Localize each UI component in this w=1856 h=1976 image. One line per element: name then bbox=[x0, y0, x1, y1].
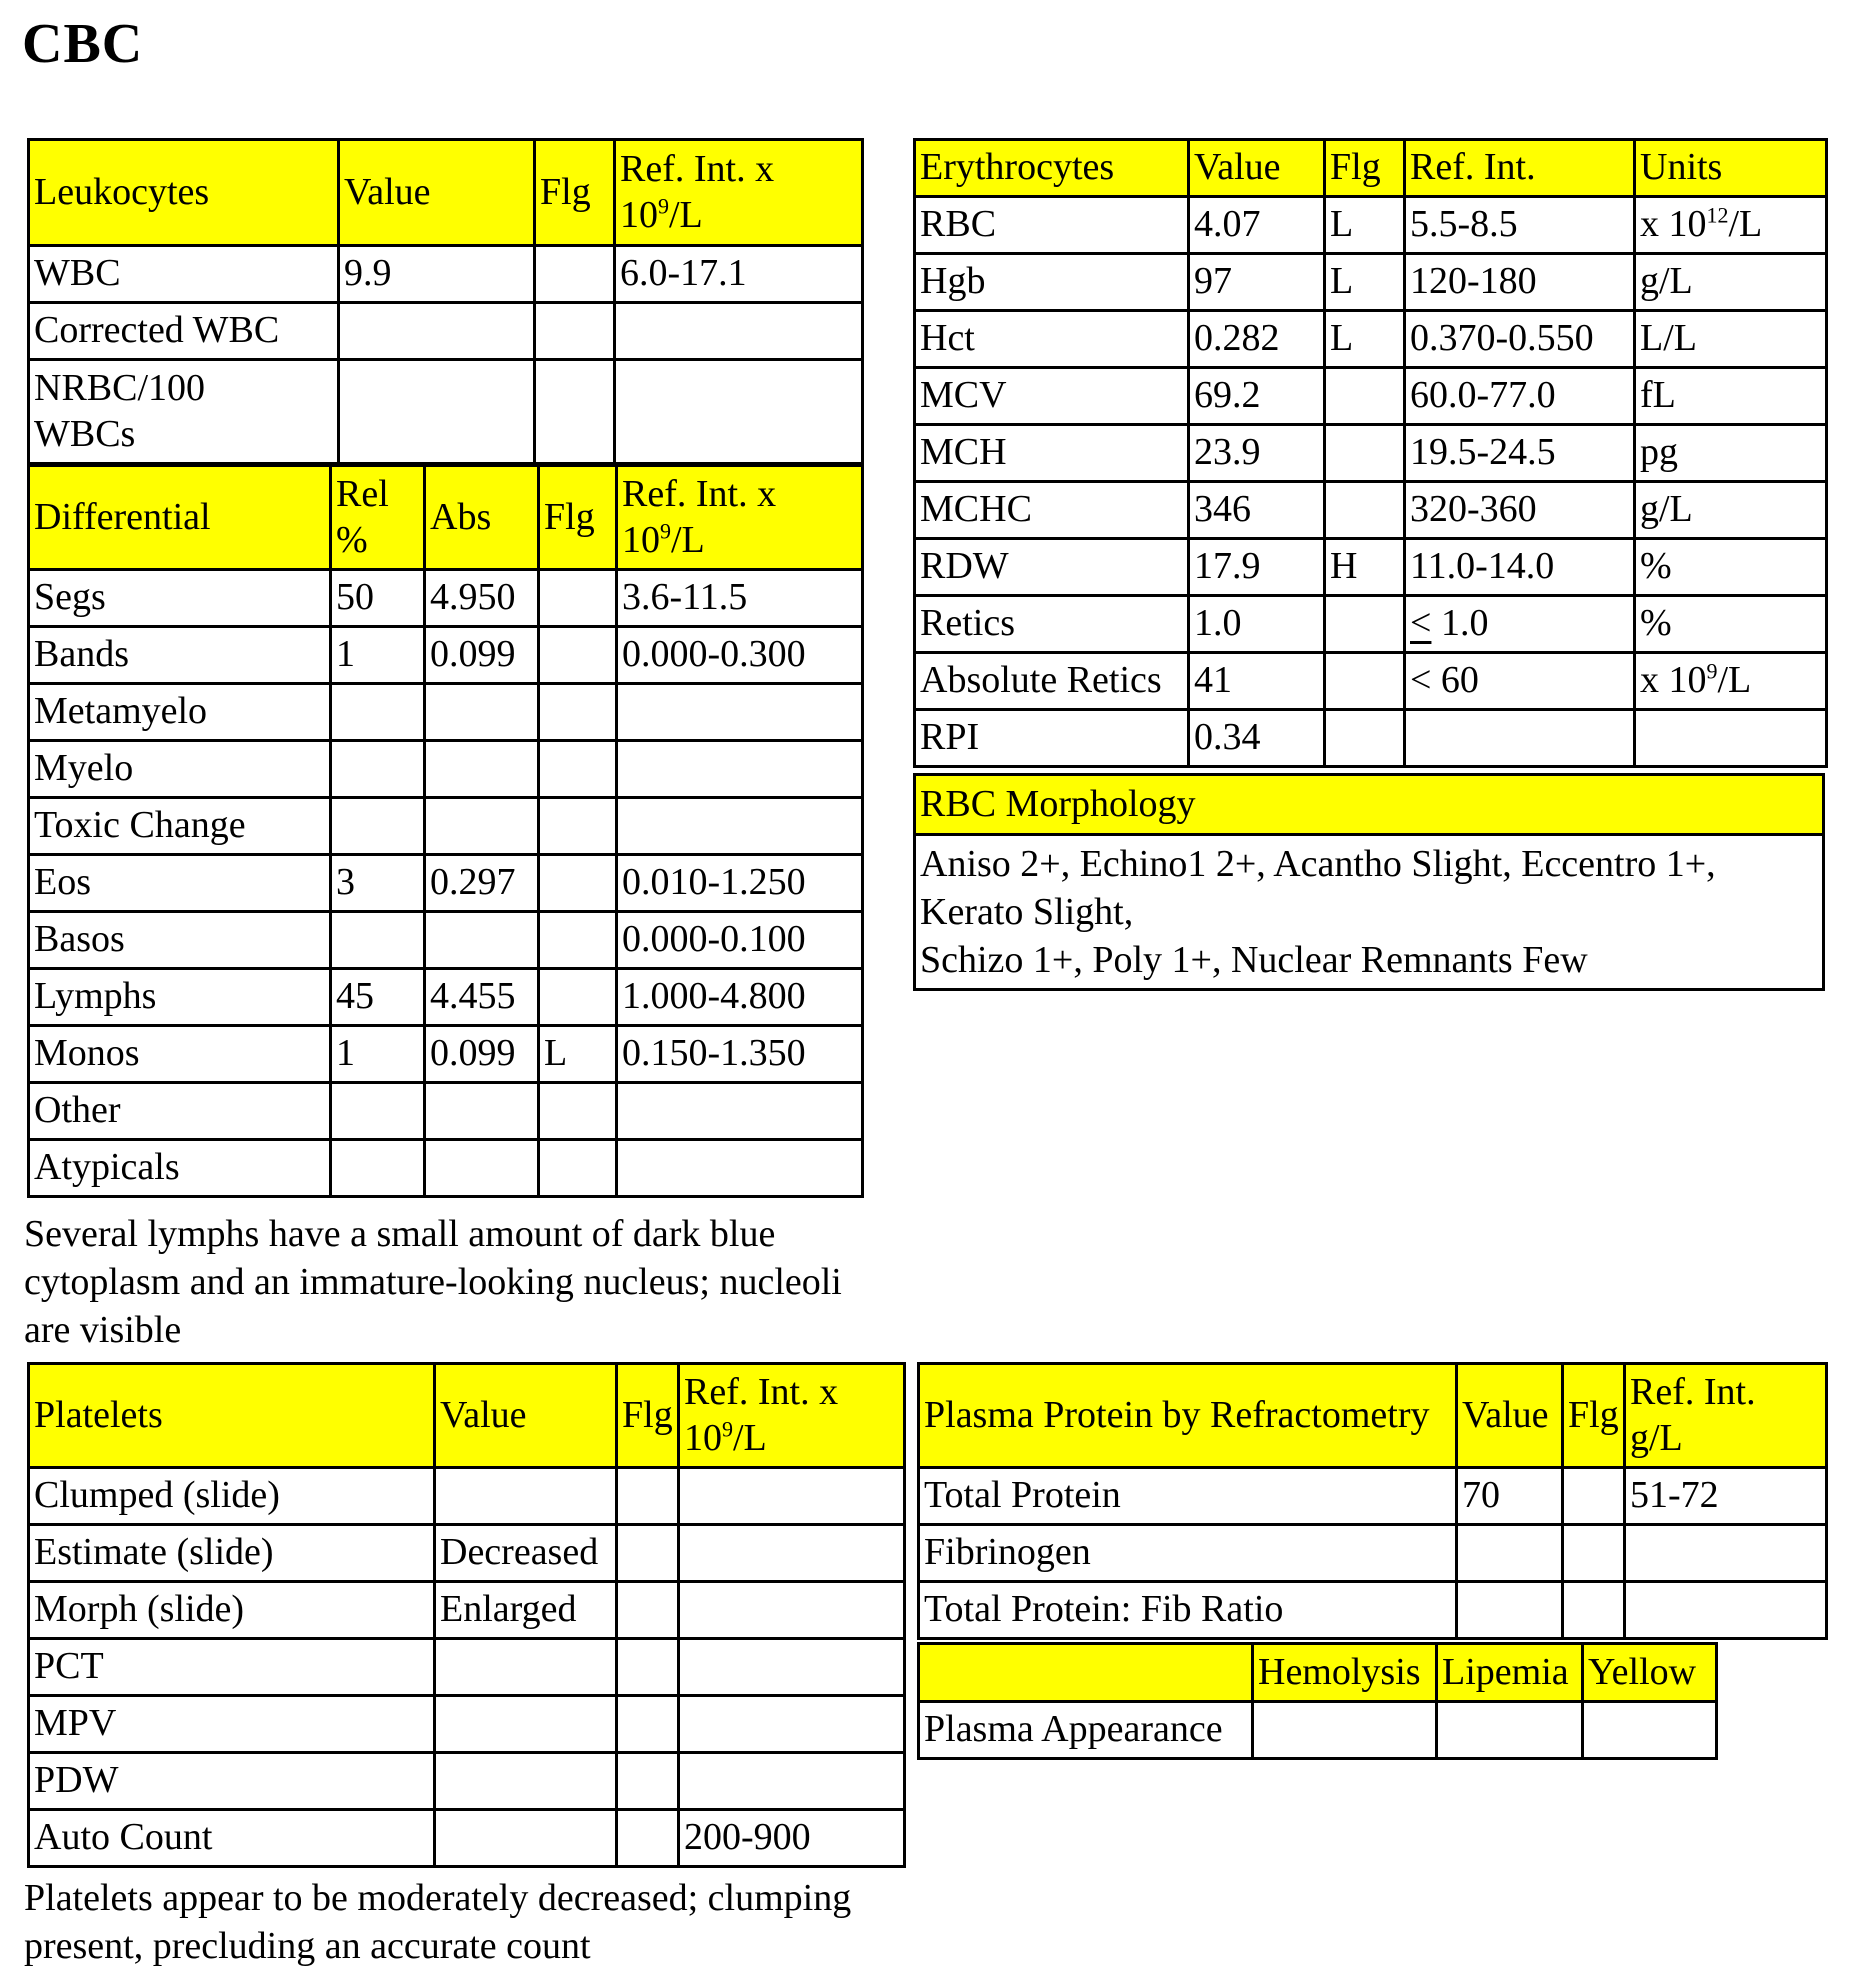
row-name: MCHC bbox=[915, 482, 1189, 539]
unit-exponent: 9 bbox=[1706, 658, 1718, 684]
flag-header: Flg bbox=[1325, 140, 1405, 197]
unit-text: % bbox=[1640, 602, 1672, 645]
row-ref bbox=[615, 303, 863, 360]
platelets-header-row bbox=[29, 1364, 905, 1468]
row-value bbox=[435, 1810, 617, 1867]
row-name: Segs bbox=[29, 570, 331, 627]
hemolysis-value bbox=[1253, 1702, 1437, 1759]
value-header: Value bbox=[1189, 140, 1325, 197]
row-flag bbox=[539, 684, 617, 741]
erythrocytes-header: Erythrocytes bbox=[915, 140, 1189, 197]
table-row bbox=[29, 1810, 905, 1867]
row-flag bbox=[1563, 1468, 1625, 1525]
ref-text: 120-180 bbox=[1410, 260, 1537, 303]
row-flag bbox=[535, 246, 615, 303]
row-flag bbox=[535, 360, 615, 464]
row-ref bbox=[679, 1468, 905, 1525]
row-flag: H bbox=[1325, 539, 1405, 596]
row-ref bbox=[679, 1753, 905, 1810]
table-row bbox=[29, 684, 863, 741]
unit-text: % bbox=[1640, 545, 1672, 588]
row-name: Morph (slide) bbox=[29, 1582, 435, 1639]
leukocytes-header: Leukocytes bbox=[29, 140, 339, 246]
row-value: 0.34 bbox=[1189, 710, 1325, 767]
rbc-morphology-header: RBC Morphology bbox=[915, 775, 1824, 835]
row-ref bbox=[617, 741, 863, 798]
table-row bbox=[915, 368, 1827, 425]
row-ref bbox=[1625, 1525, 1827, 1582]
row-unit bbox=[1635, 710, 1827, 767]
plasma-appearance-header-row bbox=[919, 1644, 1717, 1702]
table-row bbox=[29, 570, 863, 627]
ref-text: 1.0 bbox=[1431, 602, 1489, 645]
abs-header: Abs bbox=[425, 466, 539, 570]
row-ref bbox=[615, 360, 863, 464]
plasma-protein-header-row bbox=[919, 1364, 1827, 1468]
row-name: WBC bbox=[29, 246, 339, 303]
table-row bbox=[29, 246, 863, 303]
row-flag bbox=[1325, 482, 1405, 539]
row-abs: 4.455 bbox=[425, 969, 539, 1026]
table-row bbox=[29, 912, 863, 969]
row-abs bbox=[425, 912, 539, 969]
rbc-morphology-text: Aniso 2+, Echino1 2+, Acantho Slight, Eccentro 1+, Kerato Slight, Schizo 1+, Poly 1+, Nuclear Remnants Few bbox=[915, 835, 1824, 990]
row-name: Clumped (slide) bbox=[29, 1468, 435, 1525]
row-ref: 200-900 bbox=[679, 1810, 905, 1867]
row-name: Other bbox=[29, 1083, 331, 1140]
row-ref bbox=[679, 1525, 905, 1582]
ref-text: 5.5-8.5 bbox=[1410, 203, 1518, 246]
lipemia-value bbox=[1437, 1702, 1583, 1759]
value-header: Value bbox=[435, 1364, 617, 1468]
row-flag bbox=[539, 798, 617, 855]
row-name: RBC bbox=[915, 197, 1189, 254]
platelets-table bbox=[27, 1362, 906, 1868]
row-flag bbox=[1563, 1582, 1625, 1639]
table-row bbox=[29, 360, 863, 464]
leukocytes-header-row bbox=[29, 140, 863, 246]
row-unit bbox=[1635, 482, 1827, 539]
value-header: Value bbox=[339, 140, 535, 246]
row-ref bbox=[617, 684, 863, 741]
row-value: 69.2 bbox=[1189, 368, 1325, 425]
row-ref: 0.010-1.250 bbox=[617, 855, 863, 912]
lipemia-header: Lipemia bbox=[1437, 1644, 1583, 1702]
row-ref: 1.000-4.800 bbox=[617, 969, 863, 1026]
row-name: Atypicals bbox=[29, 1140, 331, 1197]
row-name: Estimate (slide) bbox=[29, 1525, 435, 1582]
table-row bbox=[915, 311, 1827, 368]
row-flag bbox=[539, 855, 617, 912]
rbc-morphology-row bbox=[915, 835, 1824, 990]
unit-text: g/L bbox=[1640, 260, 1693, 303]
row-flag bbox=[617, 1639, 679, 1696]
differential-header-row bbox=[29, 466, 863, 570]
table-row bbox=[29, 741, 863, 798]
table-row bbox=[29, 1468, 905, 1525]
row-flag: L bbox=[1325, 311, 1405, 368]
row-ref bbox=[679, 1582, 905, 1639]
row-flag bbox=[539, 1140, 617, 1197]
row-value bbox=[435, 1696, 617, 1753]
row-name: Absolute Retics bbox=[915, 653, 1189, 710]
row-flag: L bbox=[1325, 197, 1405, 254]
row-name: PCT bbox=[29, 1639, 435, 1696]
row-ref: 0.150-1.350 bbox=[617, 1026, 863, 1083]
table-row bbox=[29, 627, 863, 684]
row-ref bbox=[1625, 1582, 1827, 1639]
row-rel: 1 bbox=[331, 627, 425, 684]
unit-text: x 10 bbox=[1640, 203, 1707, 246]
row-flag bbox=[535, 303, 615, 360]
row-value bbox=[435, 1468, 617, 1525]
row-ref: 6.0-17.1 bbox=[615, 246, 863, 303]
erythrocytes-table bbox=[913, 138, 1828, 768]
row-name: Basos bbox=[29, 912, 331, 969]
row-name: Myelo bbox=[29, 741, 331, 798]
table-row bbox=[29, 1140, 863, 1197]
row-flag bbox=[539, 969, 617, 1026]
row-name: Auto Count bbox=[29, 1810, 435, 1867]
units-header: Units bbox=[1635, 140, 1827, 197]
table-row bbox=[29, 303, 863, 360]
row-ref: 51-72 bbox=[1625, 1468, 1827, 1525]
row-flag bbox=[617, 1582, 679, 1639]
row-flag bbox=[1563, 1525, 1625, 1582]
row-ref bbox=[617, 1083, 863, 1140]
table-row bbox=[29, 1525, 905, 1582]
plasma-protein-table bbox=[917, 1362, 1828, 1640]
unit-text: fL bbox=[1640, 374, 1676, 417]
differential-table bbox=[27, 464, 864, 1198]
row-value: 23.9 bbox=[1189, 425, 1325, 482]
row-abs bbox=[425, 741, 539, 798]
rbc-morphology-header-row bbox=[915, 775, 1824, 835]
row-flag bbox=[617, 1696, 679, 1753]
row-ref bbox=[1405, 197, 1635, 254]
row-ref bbox=[679, 1696, 905, 1753]
row-name: Total Protein: Fib Ratio bbox=[919, 1582, 1457, 1639]
table-row bbox=[29, 798, 863, 855]
row-unit bbox=[1635, 653, 1827, 710]
row-name: Toxic Change bbox=[29, 798, 331, 855]
row-rel: 3 bbox=[331, 855, 425, 912]
row-name: Hct bbox=[915, 311, 1189, 368]
row-flag: L bbox=[539, 1026, 617, 1083]
ref-text: 19.5-24.5 bbox=[1410, 431, 1556, 474]
leukocytes-table bbox=[27, 138, 864, 465]
row-ref bbox=[1405, 311, 1635, 368]
row-ref bbox=[1405, 482, 1635, 539]
row-name: Fibrinogen bbox=[919, 1525, 1457, 1582]
row-rel bbox=[331, 1083, 425, 1140]
row-unit bbox=[1635, 197, 1827, 254]
row-flag bbox=[1325, 425, 1405, 482]
row-name: Total Protein bbox=[919, 1468, 1457, 1525]
row-abs bbox=[425, 1140, 539, 1197]
row-abs: 0.099 bbox=[425, 1026, 539, 1083]
plasma-appearance-row bbox=[919, 1702, 1717, 1759]
unit-suffix: /L bbox=[1728, 203, 1763, 246]
unit-text: x 10 bbox=[1640, 659, 1707, 702]
row-ref bbox=[1405, 710, 1635, 767]
row-name: RPI bbox=[915, 710, 1189, 767]
row-ref bbox=[1405, 425, 1635, 482]
row-flag bbox=[1325, 653, 1405, 710]
rbc-morphology-table bbox=[913, 773, 1825, 991]
table-row bbox=[915, 710, 1827, 767]
row-abs: 4.950 bbox=[425, 570, 539, 627]
row-name: Monos bbox=[29, 1026, 331, 1083]
table-row bbox=[29, 1083, 863, 1140]
table-row bbox=[915, 425, 1827, 482]
plasma-protein-header: Plasma Protein by Refractometry bbox=[919, 1364, 1457, 1468]
row-name: Metamyelo bbox=[29, 684, 331, 741]
unit-suffix: /L bbox=[1717, 659, 1752, 702]
table-row bbox=[29, 969, 863, 1026]
value-header: Value bbox=[1457, 1364, 1563, 1468]
unit-text: pg bbox=[1640, 431, 1678, 474]
row-value bbox=[1457, 1582, 1563, 1639]
row-flag: L bbox=[1325, 254, 1405, 311]
row-value: 41 bbox=[1189, 653, 1325, 710]
row-rel: 1 bbox=[331, 1026, 425, 1083]
platelets-header: Platelets bbox=[29, 1364, 435, 1468]
row-abs: 0.099 bbox=[425, 627, 539, 684]
row-value: 4.07 bbox=[1189, 197, 1325, 254]
row-ref bbox=[617, 798, 863, 855]
flag-header: Flg bbox=[535, 140, 615, 246]
row-name: PDW bbox=[29, 1753, 435, 1810]
row-name: NRBC/100 WBCs bbox=[29, 360, 339, 464]
row-value: 9.9 bbox=[339, 246, 535, 303]
table-row bbox=[29, 1582, 905, 1639]
table-row bbox=[919, 1525, 1827, 1582]
plasma-appearance-table bbox=[917, 1642, 1718, 1760]
row-unit bbox=[1635, 425, 1827, 482]
row-flag bbox=[617, 1810, 679, 1867]
row-name: Eos bbox=[29, 855, 331, 912]
row-name: Retics bbox=[915, 596, 1189, 653]
flag-header: Flg bbox=[617, 1364, 679, 1468]
table-row bbox=[915, 482, 1827, 539]
row-unit bbox=[1635, 368, 1827, 425]
page-title: CBC bbox=[22, 13, 144, 75]
row-value bbox=[435, 1753, 617, 1810]
table-row bbox=[919, 1582, 1827, 1639]
differential-header: Differential bbox=[29, 466, 331, 570]
ref-text: 11.0-14.0 bbox=[1410, 545, 1555, 588]
platelets-note: Platelets appear to be moderately decreased; clumping present, precluding an accurate count bbox=[24, 1877, 852, 1967]
row-value: Decreased bbox=[435, 1525, 617, 1582]
ref-text: 320-360 bbox=[1410, 488, 1537, 531]
row-abs bbox=[425, 1083, 539, 1140]
row-value: 70 bbox=[1457, 1468, 1563, 1525]
row-name: MPV bbox=[29, 1696, 435, 1753]
row-abs bbox=[425, 684, 539, 741]
row-rel: 45 bbox=[331, 969, 425, 1026]
ref-text: 0.370-0.550 bbox=[1410, 317, 1594, 360]
table-row bbox=[915, 653, 1827, 710]
yellow-value bbox=[1583, 1702, 1717, 1759]
row-flag bbox=[617, 1468, 679, 1525]
erythrocytes-header-row bbox=[915, 140, 1827, 197]
flag-header: Flg bbox=[1563, 1364, 1625, 1468]
row-flag bbox=[539, 570, 617, 627]
ref-text: 60.0-77.0 bbox=[1410, 374, 1556, 417]
row-ref bbox=[1405, 653, 1635, 710]
row-flag bbox=[1325, 368, 1405, 425]
unit-text: g/L bbox=[1640, 488, 1693, 531]
row-name: MCH bbox=[915, 425, 1189, 482]
row-flag bbox=[539, 741, 617, 798]
row-ref: 3.6-11.5 bbox=[617, 570, 863, 627]
row-flag bbox=[1325, 596, 1405, 653]
row-unit bbox=[1635, 254, 1827, 311]
row-rel: 50 bbox=[331, 570, 425, 627]
row-ref bbox=[679, 1639, 905, 1696]
row-rel bbox=[331, 741, 425, 798]
table-row bbox=[29, 1696, 905, 1753]
row-ref bbox=[1405, 368, 1635, 425]
row-value bbox=[435, 1639, 617, 1696]
row-name: Lymphs bbox=[29, 969, 331, 1026]
unit-text: L/L bbox=[1640, 317, 1697, 360]
row-value: Enlarged bbox=[435, 1582, 617, 1639]
table-row bbox=[29, 1026, 863, 1083]
differential-note: Several lymphs have a small amount of dark blue cytoplasm and an immature-looking nucleus; nucleoli are visible bbox=[24, 1213, 842, 1351]
row-ref bbox=[1405, 539, 1635, 596]
row-rel bbox=[331, 798, 425, 855]
row-value bbox=[1457, 1525, 1563, 1582]
row-ref bbox=[1405, 596, 1635, 653]
row-unit bbox=[1635, 596, 1827, 653]
row-name: MCV bbox=[915, 368, 1189, 425]
ref-header: Ref. Int. x $10^9/L$ bbox=[679, 1364, 905, 1468]
row-flag bbox=[1325, 710, 1405, 767]
row-rel bbox=[331, 1140, 425, 1197]
table-row bbox=[29, 1639, 905, 1696]
row-ref bbox=[1405, 254, 1635, 311]
rel-percent-header: Rel % bbox=[331, 466, 425, 570]
row-unit bbox=[1635, 539, 1827, 596]
ref-header: Ref. Int. x $10^9/L$ bbox=[617, 466, 863, 570]
table-row bbox=[919, 1468, 1827, 1525]
flag-header: Flg bbox=[539, 466, 617, 570]
row-value: 17.9 bbox=[1189, 539, 1325, 596]
row-value: 1.0 bbox=[1189, 596, 1325, 653]
row-value bbox=[339, 360, 535, 464]
row-rel bbox=[331, 912, 425, 969]
table-row bbox=[915, 254, 1827, 311]
yellow-header: Yellow bbox=[1583, 1644, 1717, 1702]
table-row bbox=[915, 197, 1827, 254]
row-ref bbox=[617, 1140, 863, 1197]
row-ref: 0.000-0.100 bbox=[617, 912, 863, 969]
table-row bbox=[915, 539, 1827, 596]
row-abs: 0.297 bbox=[425, 855, 539, 912]
row-name: Corrected WBC bbox=[29, 303, 339, 360]
ref-text: < 60 bbox=[1410, 659, 1479, 702]
row-value: 0.282 bbox=[1189, 311, 1325, 368]
row-name: Hgb bbox=[915, 254, 1189, 311]
row-flag bbox=[539, 627, 617, 684]
row-value: 346 bbox=[1189, 482, 1325, 539]
table-row bbox=[29, 855, 863, 912]
row-rel bbox=[331, 684, 425, 741]
row-abs bbox=[425, 798, 539, 855]
unit-exponent: 12 bbox=[1706, 202, 1729, 228]
row-value: 97 bbox=[1189, 254, 1325, 311]
hemolysis-header: Hemolysis bbox=[1253, 1644, 1437, 1702]
row-flag bbox=[539, 1083, 617, 1140]
ref-header: Ref. Int. bbox=[1405, 140, 1635, 197]
row-flag bbox=[617, 1525, 679, 1582]
table-row bbox=[29, 1753, 905, 1810]
plasma-appearance-blank-header bbox=[919, 1644, 1253, 1702]
row-ref: 0.000-0.300 bbox=[617, 627, 863, 684]
ref-header: Ref. Int. x $10^9/L$ bbox=[615, 140, 863, 246]
ref-header: Ref. Int. g/L bbox=[1625, 1364, 1827, 1468]
less-equal-symbol: < bbox=[1410, 602, 1432, 645]
table-row bbox=[915, 596, 1827, 653]
row-name: RDW bbox=[915, 539, 1189, 596]
row-flag bbox=[617, 1753, 679, 1810]
row-flag bbox=[539, 912, 617, 969]
plasma-appearance-label: Plasma Appearance bbox=[919, 1702, 1253, 1759]
row-name: Bands bbox=[29, 627, 331, 684]
row-value bbox=[339, 303, 535, 360]
row-unit bbox=[1635, 311, 1827, 368]
